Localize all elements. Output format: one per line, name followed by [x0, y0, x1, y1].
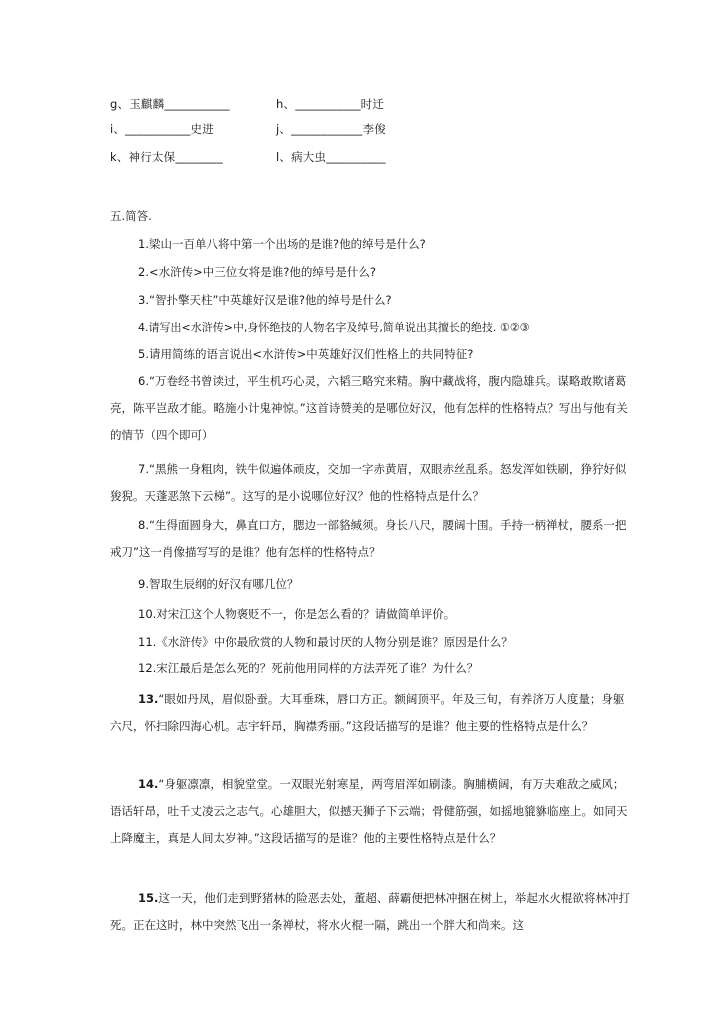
question-item [110, 572, 632, 596]
fill-in-item: g、玉麒麟___________ [110, 97, 230, 111]
question-item [110, 602, 632, 626]
question-text: “生得面圆身大，鼻直口方，腮边一部貉缄须。身长八尺，腰阔十围。手持一柄禅杖，腰系一把戒刀”这一肖像描写写的是谁？他有怎样的性格特点？ [110, 518, 627, 559]
question-number: 1. [138, 237, 149, 251]
question-item [110, 686, 632, 740]
question-number: 4. [138, 321, 149, 334]
question-text: 《水浒传》中你最欣赏的人物和最讨厌的人物分别是谁？原因是什么？ [156, 635, 513, 649]
question-item [110, 885, 632, 939]
question-item [110, 771, 632, 852]
question-number: 9. [138, 577, 149, 591]
question-text: 梁山一百单八将中第一个出场的是谁?他的绰号是什么? [148, 237, 426, 251]
question-number: 8. [138, 518, 149, 532]
question-text: “眼如丹凤，眉似卧蚕。大耳垂珠，唇口方正。额阔顶平。年及三旬，有养济万人度量；身躯六尺，怀扫除四海心机。志宇轩昂，胸襟秀丽。”这段话描写的是谁？他主要的性格特点是什么？ [110, 692, 625, 733]
question-item [110, 232, 632, 256]
question-item [110, 630, 632, 654]
fill-in-item: k、神行太保________ [110, 150, 223, 164]
question-item [110, 456, 632, 510]
question-text: 请写出<水浒传>中,身怀绝技的人物名字及绰号,简单说出其擅长的绝技. ①②③ [148, 321, 530, 334]
question-number: 7. [138, 462, 149, 476]
question-number: 10. [138, 607, 157, 621]
question-item [110, 316, 632, 340]
question-text: 这一天，他们走到野猪林的险恶去处，董超、薛霸便把林冲捆在树上，举起水火棍欲将林冲打死。正在这时，林中突然飞出一条禅杖，将水火棍一隔，跳出一个胖大和尚来。这 [110, 891, 630, 932]
question-text: 对宋江这个人物褒贬不一，你是怎么看的？请做简单评价。 [156, 607, 456, 621]
fill-in-item: j、____________李俊 [276, 122, 386, 136]
question-number: 12. [138, 661, 157, 675]
question-text: 宋江最后是怎么死的？死前他用同样的方法弄死了谁？为什么？ [156, 661, 479, 675]
question-number: 13. [138, 692, 159, 706]
question-item [110, 260, 632, 284]
section-title: 五.简答. [110, 209, 152, 223]
fill-in-item: h、___________时迁 [276, 97, 385, 111]
fill-in-item: i、___________史进 [110, 122, 214, 136]
question-text: “万卷经书曾读过，平生机巧心灵，六韬三略究来精。胸中藏战将，腹内隐雄兵。谋略敢欺诸葛亮，陈平岂敌才能。略施小计鬼神惊。”这首诗赞美的是哪位好汉，他有怎样的性格特点？写出与他有关的情节（四个即可） [110, 374, 628, 442]
question-number: 3. [138, 293, 149, 307]
question-text: “身躯凛凛，相貌堂堂。一双眼光射寒星，两弯眉浑如刷漆。胸脯横阔，有万夫难敌之威风；语话轩昂，吐千丈凌云之志气。心雄胆大，似撼天狮子下云端；骨健筋强，如摇地貔貅临座上。如同天上降魔主，真是人间太岁神。”这段话描写的是谁？他的主要性格特点是什么？ [110, 777, 628, 845]
question-number: 2. [138, 265, 149, 279]
fill-in-item: l、病大虫__________ [276, 150, 386, 164]
question-number: 15. [138, 891, 159, 905]
question-number: 5. [138, 347, 149, 361]
question-item [110, 342, 632, 366]
question-text: “智扑擎天柱”中英雄好汉是谁?他的绰号是什么? [148, 293, 392, 307]
question-text: 智取生辰纲的好汉有哪几位？ [148, 577, 299, 591]
question-number: 6. [138, 374, 149, 388]
question-item [110, 656, 632, 680]
question-text: 请用简练的语言说出<水浒传>中英雄好汉们性格上的共同特征? [148, 347, 474, 361]
question-number: 11. [138, 635, 157, 649]
question-item [110, 512, 632, 566]
question-item [110, 368, 632, 449]
question-text: “黑熊一身粗肉，铁牛似遍体顽皮，交加一字赤黄眉，双眼赤丝乱系。怒发浑如铁刷，狰狞好似狻猊。天蓬恶煞下云梯”。这写的是小说哪位好汉？他的性格特点是什么？ [110, 462, 627, 503]
question-text: <水浒传>中三位女将是谁?他的绰号是什么? [148, 265, 376, 279]
question-number: 14. [138, 777, 159, 791]
question-item [110, 288, 632, 312]
